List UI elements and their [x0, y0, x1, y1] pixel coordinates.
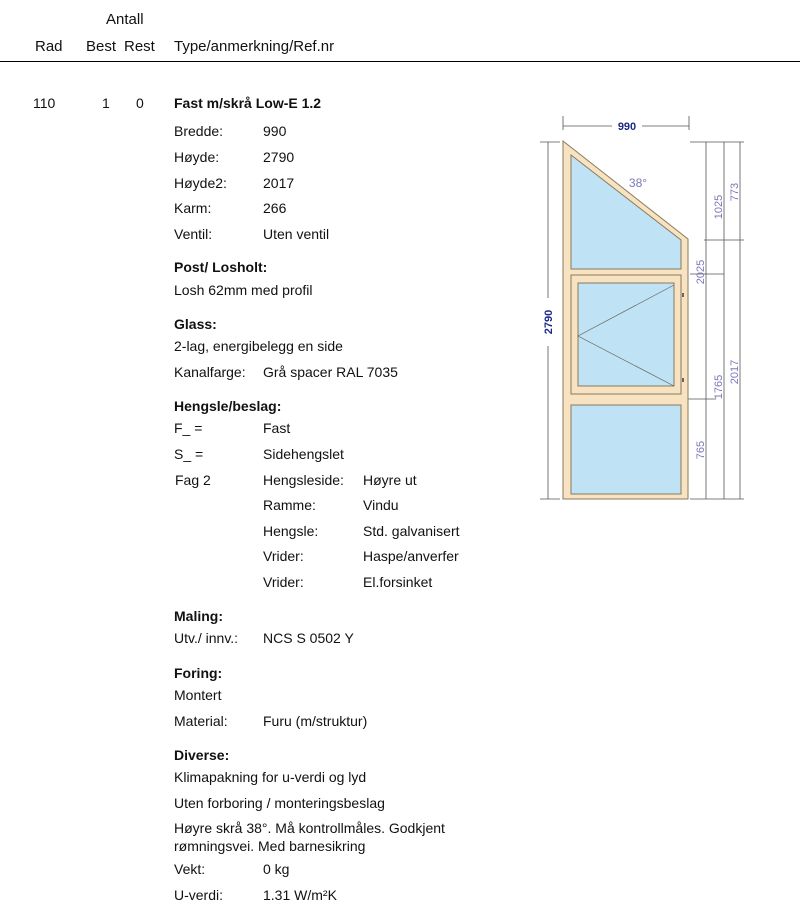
hengsle-row-value: Høyre ut — [363, 472, 417, 488]
uverdi-label: U-verdi: — [174, 887, 224, 903]
glass-pane-top — [571, 155, 681, 269]
hengsle-row-label: Vrider: — [263, 548, 304, 564]
header-type: Type/anmerkning/Ref.nr — [174, 38, 335, 55]
row-best: 1 — [102, 95, 110, 111]
hinge-icon — [682, 293, 684, 297]
dimension-label-2025: 2025 — [695, 259, 707, 285]
vekt-value: 0 kg — [263, 861, 290, 877]
hinge-icon — [682, 378, 684, 382]
foring-heading: Foring: — [174, 665, 223, 681]
window-drawing — [538, 110, 750, 504]
glass-pane-bottom — [571, 405, 681, 494]
header-best: Best — [86, 38, 117, 55]
s-value: Sidehengslet — [263, 446, 344, 462]
header-divider — [0, 61, 800, 62]
row-rest: 0 — [136, 95, 144, 111]
spec-label: Karm: — [174, 200, 212, 216]
maling-label: Utv./ innv.: — [174, 630, 239, 646]
height-dimension-label: 2790 — [543, 309, 555, 335]
header-rad: Rad — [35, 38, 63, 55]
diverse-heading: Diverse: — [174, 747, 230, 763]
hengsle-row-value: El.forsinket — [363, 574, 433, 590]
diverse-line: Høyre skrå 38°. Må kontrollmåles. Godkjent — [174, 820, 445, 836]
spec-label: Høyde2: — [174, 175, 227, 191]
post-line: Losh 62mm med profil — [174, 282, 313, 298]
dimension-label-773: 773 — [729, 182, 741, 202]
f-value: Fast — [263, 420, 291, 436]
glass-line: 2-lag, energibelegg en side — [174, 338, 343, 354]
diverse-line: Klimapakning for u-verdi og lyd — [174, 769, 367, 785]
spec-label: Ventil: — [174, 226, 213, 242]
diverse-line: Uten forboring / monteringsbeslag — [174, 795, 385, 811]
hengsle-row-label: Hengsle: — [263, 523, 319, 539]
uverdi-value: 1.31 W/m²K — [263, 887, 337, 903]
width-dimension-label: 990 — [617, 121, 637, 133]
hengsle-row-value: Vindu — [363, 497, 399, 513]
spec-label: Høyde: — [174, 149, 220, 165]
spec-value: 990 — [263, 123, 287, 139]
foring-value: Furu (m/struktur) — [263, 713, 368, 729]
spec-label: Bredde: — [174, 123, 224, 139]
row-rad: 110 — [33, 95, 56, 111]
post-heading: Post/ Losholt: — [174, 259, 268, 275]
diverse-line: rømningsvei. Med barnesikring — [174, 838, 366, 854]
glass-pane-middle — [578, 283, 674, 386]
hengsle-row-label: Vrider: — [263, 574, 304, 590]
angle-label: 38° — [628, 176, 648, 190]
dimension-label-2017: 2017 — [729, 359, 741, 385]
hengsle-row-value: Std. galvanisert — [363, 523, 460, 539]
dimension-label-765: 765 — [695, 440, 707, 460]
vekt-label: Vekt: — [174, 861, 206, 877]
kanal-label: Kanalfarge: — [174, 364, 246, 380]
s-label: S_ = — [174, 446, 204, 462]
row-title: Fast m/skrå Low-E 1.2 — [174, 95, 322, 111]
hengsle-row-label: Hengsleside: — [263, 472, 344, 488]
header-antall: Antall — [106, 11, 144, 28]
hengsle-row-value: Haspe/anverfer — [363, 548, 459, 564]
maling-value: NCS S 0502 Y — [263, 630, 354, 646]
hengsle-row-label: Ramme: — [263, 497, 316, 513]
f-label: F_ = — [174, 420, 203, 436]
glass-heading: Glass: — [174, 316, 217, 332]
spec-value: 2017 — [263, 175, 295, 191]
spec-value: 266 — [263, 200, 287, 216]
dimension-label-1025: 1025 — [713, 194, 725, 220]
kanal-value: Grå spacer RAL 7035 — [263, 364, 398, 380]
fag-label: Fag 2 — [175, 472, 211, 488]
spec-value: Uten ventil — [263, 226, 330, 242]
maling-heading: Maling: — [174, 608, 223, 624]
header-rest: Rest — [124, 38, 155, 55]
foring-line: Montert — [174, 687, 222, 703]
dimension-label-1765: 1765 — [713, 374, 725, 400]
hengsle-heading: Hengsle/beslag: — [174, 398, 282, 414]
spec-value: 2790 — [263, 149, 295, 165]
foring-label: Material: — [174, 713, 228, 729]
